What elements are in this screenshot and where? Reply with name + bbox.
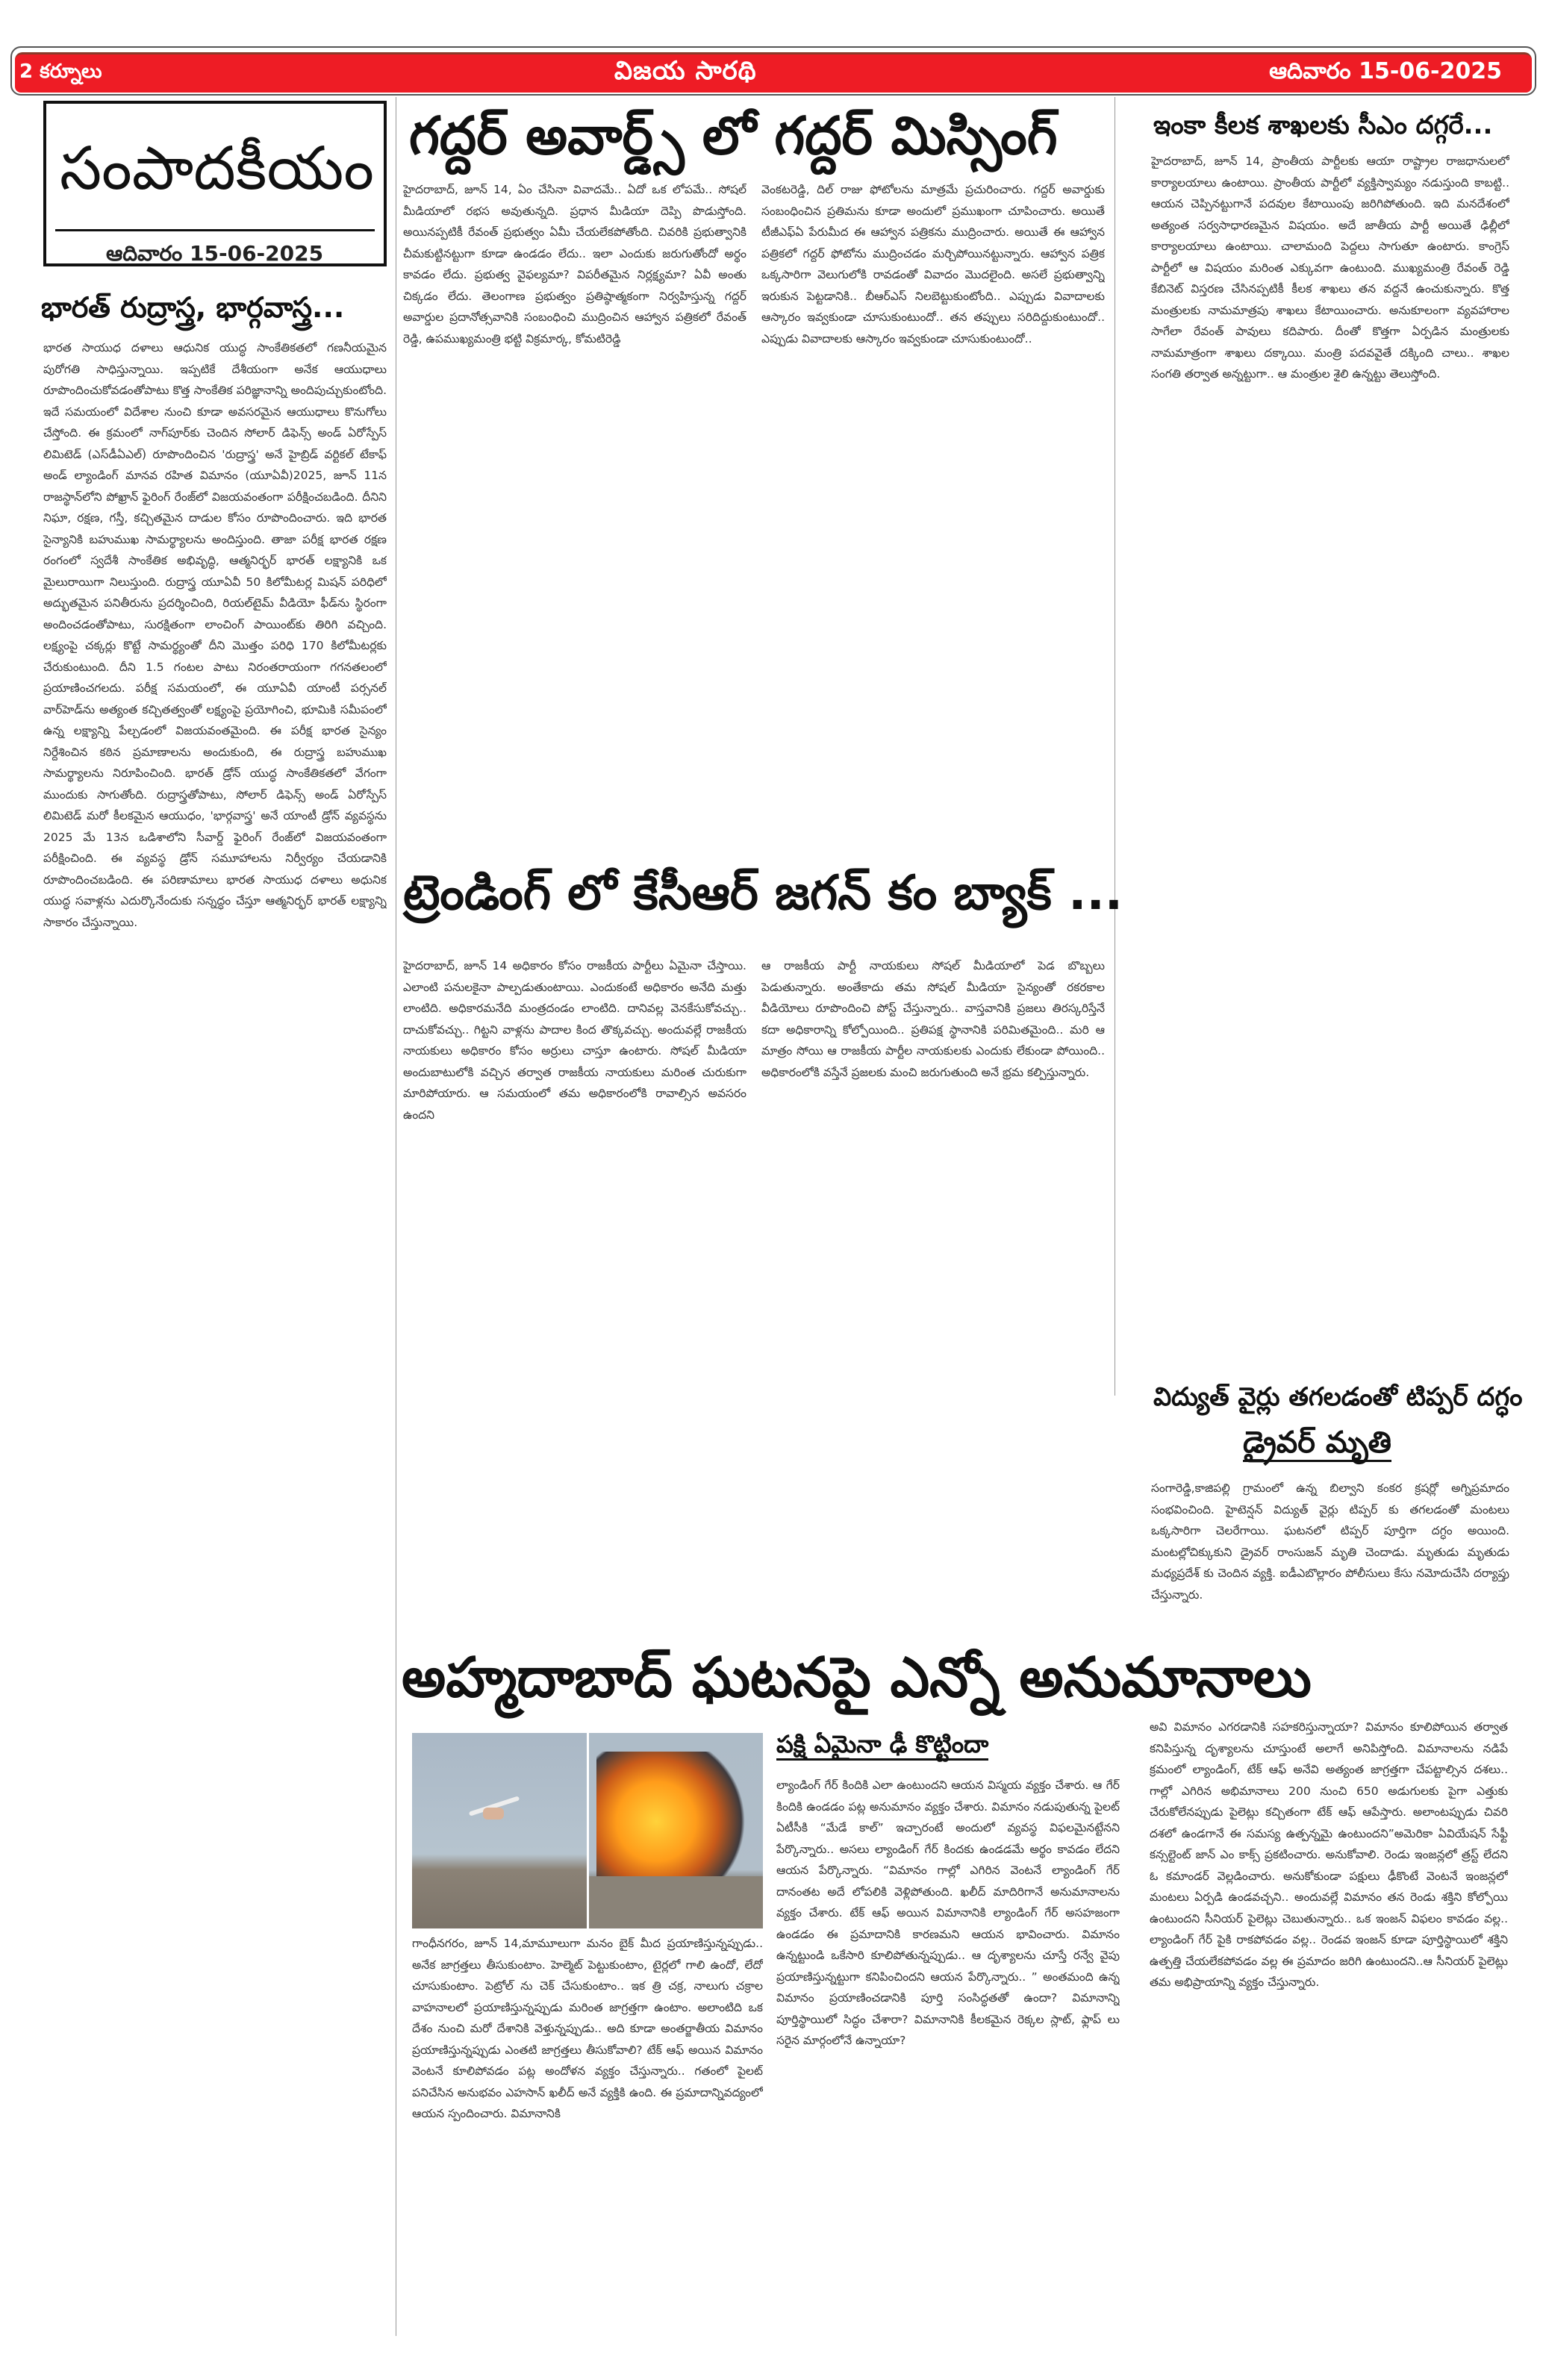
editorial-box (43, 101, 387, 266)
tipper-headline-line2-wrap (1243, 1425, 1391, 1467)
ahmedabad-subhead: పక్షి ఏమైనా ఢీ కొట్టిందా (776, 1730, 988, 1761)
plane-takeoff-image (412, 1733, 587, 1928)
cm-body-text: హైదరాబాద్, జూన్ 14, ప్రాంతీయ పార్టీలకు ఆయా రాష్ట్రాల రాజధానులలో కార్యాలయాలు ఉంటాయి. ప్రాంతీయ పార్టీలో వ్యక్తిస్వామ్యం నడుస్తుంది కాబట్టి.. ఆయన చెప్పినట్టుగానే పదవుల కేటాయింపు జరిగిపోతుంది. ఇది మనదేశంలో అత్యంత సర్వసాధారణమైన విషయం. అదే జాతీయ పార్టీ అయితే ఢిల్లీలో కార్యాలయాలు ఉంటాయి. చాలామంది పెద్దలు సాగుతూ ఉంటారు. కాంగ్రెస్ పార్టీలో ఆ విషయం మరింత ఎక్కువగా ఉంటుంది. ముఖ్యమంత్రి రేవంత్ రెడ్డి కేబినెట్ విస్తరణ చేసినప్పటికీ కీలక శాఖలు తన వద్దనే ఉంచుకున్నారు. కొత్త మంత్రులకు నామమాత్రపు శాఖలు కేటాయించారు. అనుకూలంగా వ్యవహారాల సాగేలా రేవంత్ పావులు కదిపారు. దీంతో కొత్తగా ఏర్పడిన మంత్రులకు నామమాత్రంగా శాఖలు దక్కాయి. మంత్రి పదవవైతే దక్కింది చాలు.. శాఖల సంగతి తర్వాత అన్నట్టుగా.. ఆ మంత్రుల శైలి ఉన్నట్టు తెలుస్తోంది. (1151, 154, 1509, 381)
ahmedabad-body-col3: అవి విమానం ఎగరడానికి సహకరిస్తున్నాయా? విమానం కూలిపోయిన తర్వాత కనిపిస్తున్న దృశ్యాలను చూస్తుంటే అలాగే అనిపిస్తోంది. విమానాలను నడిపే క్రమంలో ల్యాండింగ్, టేక్ ఆఫ్ అనేవి అత్యంత జాగ్రత్తగా చేపట్టాల్సిన దశలు.. గాల్లో ఎగిరిన అభిమానాలు 200 నుంచి 650 అడుగులకు పైగా ఎత్తుకు చేరుకోలేనప్పుడు పైలెట్లు కచ్చితంగా టేక్ ఆఫ్ ఆపేస్తారు. అలాంటప్పుడు చివరి దశలో ఉండగానే ఈ సమస్య ఉత్పన్నమై ఉంటుందని”అమెరికా ఏవియేషన్ సేఫ్టీ కన్సల్టెంట్ జాన్ ఎం కాక్స్ ప్రకటించారు. అనుకోవాలి. రెండు ఇంజన్లలో త్రస్ట్ లేదని ఓ కమాండర్ వెల్లడించారు. అనుకోకుండా పక్షులు ఢీకొంటే వెంటనే ఇంజన్లలో మంటలు ఏర్పడి ఉండవచ్చని.. అందువల్లే విమానం తన రెండు శక్తిని కోల్పోయి ఉంటుందని సీనియర్ పైలెట్లు చెబుతున్నారు.. ఒక ఇంజన్ విఫలం కావడం వల్ల.. ల్యాండింగ్ గేర్ పైకి రాకపోవడం వల్ల.. రెండవ ఇంజన్ కూడా పూర్తిస్థాయిలో శక్తిని ఉత్పత్తి చేయలేకపోవడం వల్ల ఈ ప్రమాదం జరిగి ఉంటుందని..ఆ సీనియర్ పైలెట్లు తమ అభిప్రాయాన్ని వ్యక్తం చేస్తున్నారు. (1150, 1720, 1508, 1989)
paper-name: విజయ సారథి (614, 55, 757, 86)
ahmedabad-headline: అహ్మదాబాద్ ఘటనపై ఎన్నో అనుమానాలు (402, 1646, 1312, 1710)
cm-headline: ఇంకా కీలక శాఖలకు సీఎం దగ్గరే... (1153, 110, 1493, 140)
trending-body-col1: హైదరాబాద్, జూన్ 14 అధికారం కోసం రాజకీయ పార్టీలు ఏమైనా చేస్తాయి. ఎలాంటి పనులకైనా పాల్పడుతుంటాయి. ఎందుకంటే అధికారం అనేది మత్తు లాంటిది. అధికారమనేది మంత్రదండం లాంటిది. దానివల్ల వెనకేసుకోవచ్చు.. దాచుకోవచ్చు.. గిట్టని వాళ్లను పాదాల కింద తొక్కవచ్చు. అందువల్లే రాజకీయ నాయకులు అధికారం కోసం అర్రులు చాస్తూ ఉంటారు. సోషల్ మీడియా అందుబాటులోకి వచ్చిన తర్వాత రాజకీయ నాయకులు మరింత చురుకుగా మారిపోయారు. ఆ సమయంలో తమ అధికారంలోకి రావాల్సిన అవసరం ఉందని (403, 959, 746, 1122)
tipper-headline-line2: డ్రైవర్ మృతి (1243, 1425, 1391, 1462)
gaddar-headline: గద్దర్ అవార్డ్స్ లో గద్దర్ మిస్సింగ్ (409, 104, 1058, 166)
editorial-divider (55, 229, 375, 231)
ahmedabad-col-2 (776, 1775, 1120, 2349)
cm-article-body (1151, 151, 1509, 1367)
gaddar-col-1 (403, 179, 746, 821)
rooftop-shape (589, 1876, 764, 1928)
trending-headline: ట్రెండింగ్ లో కేసీఆర్ జగన్ కం బ్యాక్ ... (403, 866, 1123, 921)
fireball-shape (596, 1752, 746, 1878)
ahmedabad-body-col1: గాంధీనగరం, జూన్ 14,మామూలుగా మనం బైక్ మీద ప్రయాణిస్తున్నప్పుడు.. అనేక జాగ్రత్తలు తీసుకుంటాం. హెల్మెట్ పెట్టుకుంటాం, టైర్లలో గాలి ఉందో, లేదో చూసుకుంటాం. పెట్రోల్ ను చెక్ చేసుకుంటాం.. ఇక త్రి చక్ర, నాలుగు చక్రాల వాహనాలలో ప్రయాణిస్తున్నప్పుడు మరింత జాగ్రత్తగా ఉంటాం. అలాంటిది ఒక దేశం నుంచి మరో దేశానికి వెళ్తున్నప్పుడు.. అది కూడా అంతర్జాతీయ విమానం ప్రయాణిస్తున్నప్పుడు ఎంతటి జాగ్రత్తలు తీసుకోవాలి? టేక్ ఆఫ్ అయిన విమానం వెంటనే కూలిపోవడం పట్ల అందోళన వ్యక్తం చేస్తున్నారు.. గతంలో పైలట్ పనిచేసిన అనుభవం ఎహసాన్ ఖలీద్ అనే వ్యక్తికి ఉంది. ఈ ప్రమాదాన్నివద్యంలో ఆయన స్పందించారు. విమానానికి (412, 1937, 763, 2120)
explosion-image (589, 1733, 764, 1928)
plane-crash-photo (412, 1733, 763, 1928)
gaddar-col-2 (761, 179, 1105, 821)
page-label: 2 కర్నూలు (19, 60, 102, 83)
bharat-article-body (43, 337, 387, 2352)
masthead (10, 46, 1536, 96)
tipper-body-text: సంగారెడ్డి,కాజిపల్లి గ్రామంలో ఉన్న బిల్వాని కంకర క్రషర్లో అగ్నిప్రమాదం సంభవించింది. హైటెన్షన్ విద్యుత్ వైర్లు టిప్పర్ కు తగలడంతో మంటలు ఒక్కసారిగా చెలరేగాయి. ఘటనలో టిప్పర్ పూర్తిగా దగ్ధం అయింది. మంటల్లోచిక్కుకుని డ్రైవర్ రాంసుజన్ మృతి చెందాడు. మృతుడు మృతుడు మధ్యప్రదేశ్ కు చెందిన వ్యక్తి. ఐడీఎబొల్లారం పోలీసులు కేసు నమోదుచేసి దర్యాప్తు చేస్తున్నారు. (1151, 1481, 1509, 1602)
plane-body-shape (483, 1808, 504, 1820)
ahmedabad-body-col2: ల్యాండింగ్ గేర్ కిందికి ఎలా ఉంటుందని ఆయన విస్మయ వ్యక్తం చేశారు. ఆ గేర్ కిందికి ఉండడం పట్ల అనుమానం వ్యక్తం చేశారు. విమానం నడుపుతున్న పైలట్ ఏటీసీకి “మేడే కాల్” ఇచ్చారంటే అందులో వ్యవస్థ విఫలమైనట్టేనని పేర్కొన్నారు.. అసలు ల్యాండింగ్ గేర్ కిందకు ఉండడమే అర్థం కావడం లేదని ఆయన పేర్కొన్నారు. “విమానం గాల్లో ఎగిరిన వెంటనే ల్యాండింగ్ గేర్ దానంతట అదే లోపలికి వెళ్లిపోతుంది. ఖలీద్ మాదిరిగానే అనుమానాలను వ్యక్తం చేశారు. టేక్ ఆఫ్ అయిన విమానానికి ల్యాండింగ్ గేర్ అసహజంగా ఉండడం ఈ ప్రమాదానికి కారణమని ఆయన భావించారు. విమానం ఉన్నట్టుండి ఒకేసారి కూలిపోతున్నప్పుడు.. ఆ దృశ్యాలను చూస్తే రన్వే వైపు ప్రయాణిస్తున్నట్టుగా కనిపించిందని ఆయన పేర్కొన్నారు.. ” అంతమంది ఉన్న విమానం ప్రయాణించడానికి పూర్తి సంసిద్ధతతో ఉందా? విమానాన్ని పూర్తిస్థాయిలో సిద్ధం చేశారా? విమానానికి కీలకమైన రెక్కల స్లాట్, ఫ్లాప్ లు సరైన మార్గంలోనే ఉన్నాయా? (776, 1778, 1120, 2047)
bharat-body-text: భారత సాయుధ దళాలు ఆధునిక యుద్ధ సాంకేతికతలో గణనీయమైన పురోగతి సాధిస్తున్నాయి. ఇప్పటికే దేశీయంగా అనేక ఆయుధాలు రూపొందించుకోవడంతోపాటు కొత్త సాంకేతిక పరిజ్ఞానాన్ని అందిపుచ్చుకుంటోంది. ఇదే సమయంలో విదేశాల నుంచి కూడా అవసరమైన ఆయుధాలు కొనుగోలు చేస్తోంది. ఈ క్రమంలో నాగ్‌పూర్‌కు చెందిన సోలార్ డిఫెన్స్ అండ్ ఏరోస్పేస్ లిమిటెడ్ (ఎస్‌డీఏఎల్) రూపొందించిన 'రుద్రాస్త్ర' అనే హైబ్రిడ్ వర్టికల్ టేకాఫ్ అండ్ ల్యాండింగ్ మానవ రహిత విమానం (యూఏవీ)2025, జూన్ 11న రాజస్థాన్‌లోని పోఖ్రాన్ ఫైరింగ్ రేంజ్‌లో విజయవంతంగా పరీక్షించబడింది. దీనిని నిఘా, రక్షణ, గస్తీ, కచ్చితమైన దాడుల కోసం రూపొందించారు. ఇది భారత సైన్యానికి బహుముఖ సామర్థ్యాలను అందిస్తుంది. తాజా పరీక్ష భారత రక్షణ రంగంలో స్వదేశీ సాంకేతిక అభివృద్ధి, ఆత్మనిర్భర్ భారత్ లక్ష్యానికి ఒక మైలురాయిగా నిలుస్తుంది. రుద్రాస్త్ర యూఏవీ 50 కిలోమీటర్ల మిషన్ పరిధిలో అద్భుతమైన పనితీరును ప్రదర్శించింది, రియల్‌టైమ్ వీడియో ఫీడ్‌ను స్థిరంగా అందించడంతోపాటు, సురక్షితంగా లాంచింగ్ పాయింట్‌కు తిరిగి వచ్చింది. లక్ష్యంపై చక్కర్లు కొట్టే సామర్థ్యంతో దీని మొత్తం పరిధి 170 కిలోమీటర్లకు చేరుకుంటుంది. దీని 1.5 గంటల పాటు నిరంతరాయంగా గగనతలంలో ప్రయాణించగలదు. పరీక్ష సమయంలో, ఈ యూఏవీ యాంటీ పర్సనల్ వార్‌హెడ్‌ను అత్యంత కచ్చితత్వంతో లక్ష్యంపై ప్రయోగించి, భూమికి సమీపంలో ఉన్న లక్ష్యాన్ని పేల్చడంలో విజయవంతమైంది. ఈ పరీక్ష భారత సైన్యం నిర్దేశించిన కఠిన ప్రమాణాలను అందుకుంది, ఈ రుద్రాస్త్ర బహుముఖ సామర్థ్యాలను నిరూపించింది. భారత్ డ్రోన్ యుద్ధ సాంకేతికతలో వేగంగా ముందుకు సాగుతోంది. రుద్రాస్త్రతోపాటు, సోలార్ డిఫెన్స్ అండ్ ఏరోస్పేస్ లిమిటెడ్ మరో కీలకమైన ఆయుధం, 'భార్గవాస్త్ర' అనే యాంటీ డ్రోన్ వ్యవస్థను 2025 మే 13న ఒడిశాలోని సీవార్డ్ ఫైరింగ్ రేంజ్‌లో విజయవంతంగా పరీక్షించింది. ఈ వ్యవస్థ డ్రోన్ సమూహాలను నిర్వీర్యం చేయడానికి రూపొందించబడింది. ఈ పరిణామాలు భారత సాయుధ దళాలు అధునిక యుద్ధ సవాళ్లను ఎదుర్కొనేందుకు సన్నద్ధం చేస్తూ ఆత్మనిర్భర్ భారత్ లక్ష్యాన్ని సాకారం చేస్తున్నాయి. (43, 341, 387, 929)
gaddar-body-col2: వెంకటరెడ్డి, దిల్ రాజు ఫోటోలను మాత్రమే ప్రచురించారు. గద్దర్ అవార్డుకు సంబంధించిన ప్రతిమను కూడా అందులో ప్రముఖంగా చూపించారు. అయితే టీజీఎఫ్‌ఏ పేరుమీద ఈ ఆహ్వాన పత్రికను ముద్రించారు. అయితే ఈ ఆహ్వాన పత్రికలో గద్దర్ ఫోటోను ముద్రించడం మర్చిపోయినట్టున్నారు. ఆహ్వాన పత్రిక ఒక్కసారిగా వెలుగులోకి రావడంతో వివాదం మొదలైంది. అసలే ప్రభుత్వాన్ని ఇరుకున పెట్టడానికి.. బీఆర్ఎస్ నిలబెట్టుకుంటోంది.. ఎప్పుడు వివాదాలకు ఆస్కారం ఇవ్వకుండా చూసుకుంటుందో.. తన తప్పులు సరిదిద్దుకుంటుందో.. ఎప్పుడు వివాదాలకు ఆస్కారం ఇవ్వకుండా చూసుకుంటుందో.. (761, 183, 1105, 346)
bharat-headline: భారత్ రుద్రాస్త్ర, భార్గవాస్త్ర... (41, 291, 345, 324)
editorial-date: ఆదివారం 15-06-2025 (106, 241, 324, 266)
trending-body-col2: ఆ రాజకీయ పార్టీ నాయకులు సోషల్ మీడియాలో పెడ బొబ్బలు పెడుతున్నారు. అంతేకాదు తమ సోషల్ మీడియా సైన్యంతో రకరకాల వీడియోలు రూపొందించి పోస్ట్ చేస్తున్నారు.. వాస్తవానికి ప్రజలు తిరస్కరిస్తేనే కదా అధికారాన్ని కోల్పోయింది.. ప్రతిపక్ష స్థానానికి పరిమితమైంది.. మరి ఆ మాత్రం సోయి ఆ రాజకీయ పార్టీల నాయకులకు ఎందుకు లేకుండా పోయింది.. అధికారంలోకి వస్తేనే ప్రజలకు మంచి జరుగుతుంది అనే భ్రమ కల్పిస్తున్నారు. (761, 959, 1105, 1079)
tipper-headline-line1: విద్యుత్ వైర్లు తగలడంతో టిప్పర్ దగ్ధం (1153, 1382, 1523, 1412)
ahmedabad-col-1 (412, 1933, 763, 2351)
gaddar-body-col1: హైదరాబాద్, జూన్ 14, ఏం చేసినా వివాదమే.. ఏదో ఒక లోపమే.. సోషల్ మీడియాలో రభస అవుతున్నది. ప్రధాన మీడియా దెప్పి పొడుస్తోంది. అయినప్పటికీ రేవంత్ ప్రభుత్వం ఏమీ చేయలేకపోతోంది. చివరికి ప్రభుత్వానికి చీమకుట్టినట్టుగా కూడా ఉండడం లేదు.. ఇలా ఎందుకు జరుగుతోందో అర్థం కావడం లేదు. ప్రభుత్వ వైఫల్యమా? విపరీతమైన నిర్లక్ష్యమా? ఏవీ అంతు చిక్కడం లేదు. తెలంగాణ ప్రభుత్వం ప్రతిష్ఠాత్మకంగా నిర్వహిస్తున్న గద్దర్ అవార్డుల ప్రదానోత్సవానికి సంబంధించి ముద్రించిన ఆహ్వాన పత్రికలో రేవంత్ రెడ్డి, ఉపముఖ్యమంత్రి భట్టి విక్రమార్క, కోమటిరెడ్డి (403, 183, 746, 346)
trending-col-2 (761, 955, 1105, 1612)
masthead-bar (15, 52, 1532, 93)
ahmedabad-col-3 (1150, 1717, 1508, 2351)
tipper-article-body (1151, 1478, 1509, 1612)
masthead-date: ఆదివారం 15-06-2025 (1269, 57, 1502, 84)
ahmedabad-subhead-wrap (776, 1730, 988, 1764)
editorial-title: సంపాదకీయం (60, 134, 374, 203)
trending-col-1 (403, 955, 746, 1612)
